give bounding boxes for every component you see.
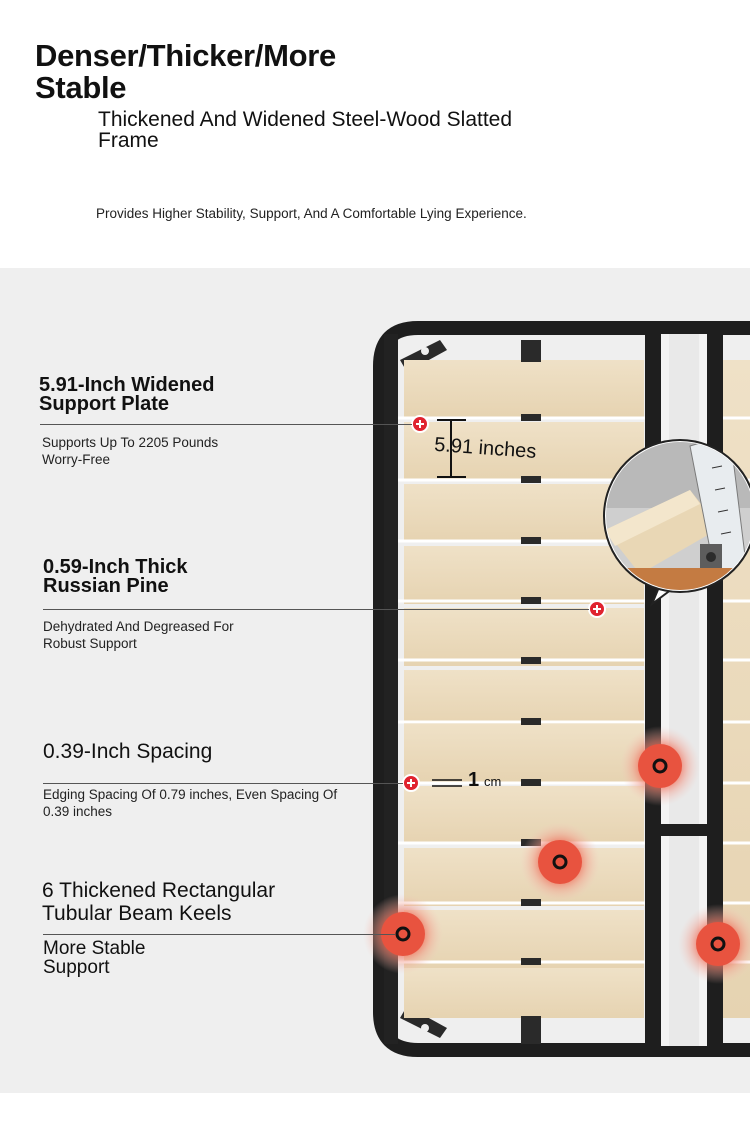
- feature-description: Edging Spacing Of 0.79 inches, Even Spacing Of 0.39 inches: [43, 787, 338, 819]
- callout-line: [43, 934, 395, 935]
- gap-unit-label: cm: [484, 774, 502, 789]
- callout-line: [43, 609, 589, 610]
- feature-description: Supports Up To 2205 Pounds Worry-Free: [42, 435, 219, 467]
- feature-title: 0.59-Inch Thick Russian Pine: [43, 556, 188, 597]
- intro-section: [0, 0, 750, 268]
- bottom-spacer: [0, 1093, 750, 1141]
- feature-title: 5.91-Inch Widened Support Plate: [39, 374, 215, 415]
- gap-value-label: 1: [468, 769, 480, 791]
- feature-support-plate: [39, 376, 339, 468]
- pressure-point-icon: [520, 822, 600, 902]
- feature-description: More Stable Support: [43, 938, 146, 978]
- plus-marker-icon: [412, 416, 428, 432]
- feature-beam-keels: [42, 879, 342, 977]
- feature-title: 0.39-Inch Spacing: [43, 740, 213, 763]
- slat-width-label: 5.91 inches: [433, 433, 538, 463]
- feature-title: 6 Thickened Rectangular Tubular Beam Keels: [42, 879, 276, 925]
- product-panel: [0, 268, 750, 1093]
- pressure-point-icon: [620, 726, 700, 806]
- plus-marker-icon: [589, 601, 605, 617]
- feature-russian-pine: [43, 558, 343, 652]
- page-subtitle: Thickened And Widened Steel-Wood Slatted Frame: [98, 108, 513, 152]
- feature-spacing: [43, 740, 363, 820]
- feature-description: Dehydrated And Degreased For Robust Support: [43, 619, 234, 651]
- callout-line: [43, 783, 403, 784]
- plus-marker-icon: [403, 775, 419, 791]
- page-title: Denser/Thicker/More Stable: [35, 38, 336, 105]
- page-description: Provides Higher Stability, Support, And A Comfortable Lying Experience.: [96, 206, 527, 221]
- callout-line: [40, 424, 412, 425]
